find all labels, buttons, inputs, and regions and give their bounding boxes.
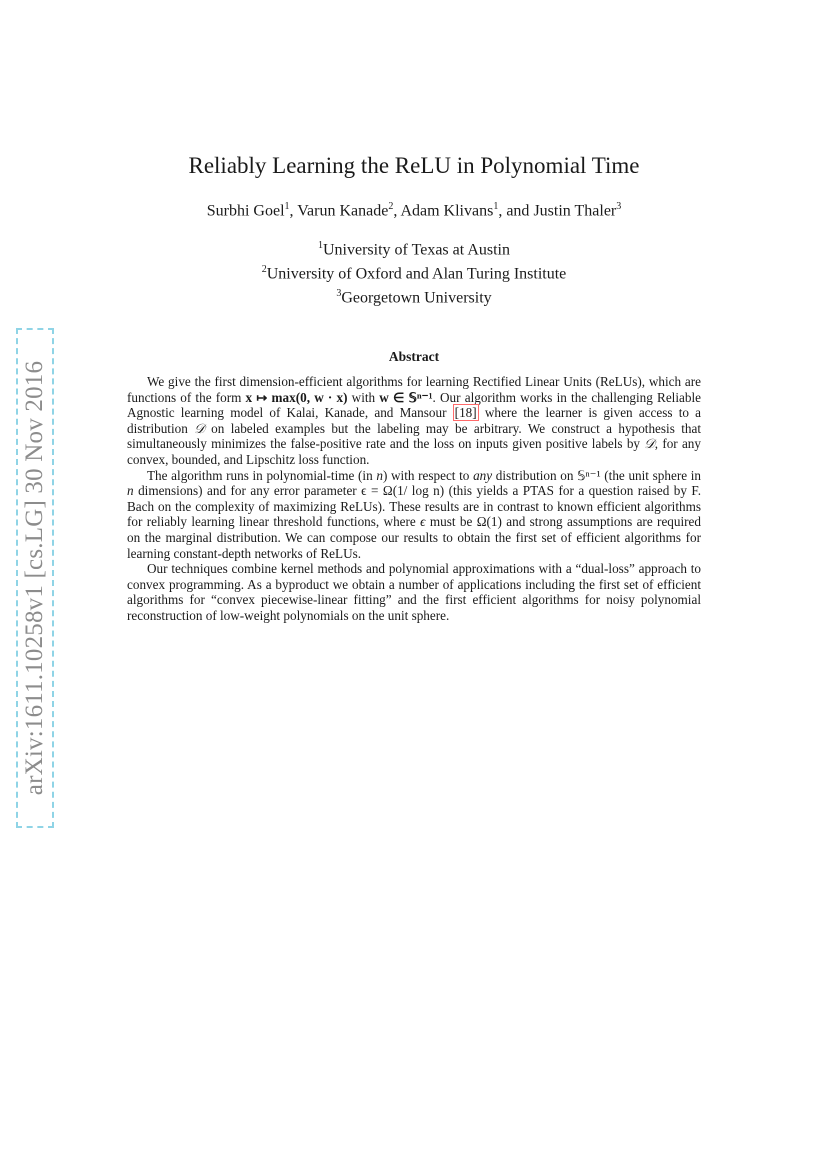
math-inline: ϵ = Ω(1/ log n) — [361, 483, 445, 499]
author-affiliation-mark: 1 — [493, 201, 499, 212]
text-run: (this yields a PTAS for a question raised by F. Bach on the complexity of maximizing ReLUs). These results are in contrast to known efficient algorithms for reliably learning linear threshold functions, where — [127, 483, 701, 530]
text-run: The algorithm runs in polynomial-time (in — [147, 467, 377, 483]
math-inline: n — [127, 483, 134, 499]
author-affiliation-mark: 1 — [284, 201, 290, 212]
math-inline: x ↦ max(0, w · x) — [245, 389, 348, 405]
affiliation-number: 1 — [317, 240, 323, 251]
text-run: distribution on — [492, 467, 578, 483]
text-run: with — [347, 389, 380, 405]
affiliation — [0, 236, 828, 260]
author-name: Adam Klivans — [400, 202, 494, 220]
author-name: Surbhi Goel — [206, 202, 285, 220]
abstract-paragraph: Our techniques combine kernel methods and polynomial approximations with a “dual-loss” approach to convex programming. As a byproduct we obtain a number of applications including the first set of efficient algorithms for “convex piecewise-linear fitting” and the first efficient algorithms for noisy polynomial reconstruction of low-weight polynomials on the unit sphere. — [127, 561, 701, 623]
emphasis: any — [473, 467, 493, 483]
text-run: must be — [425, 514, 477, 530]
math-inline: w ∈ 𝕊ⁿ⁻¹ — [379, 389, 433, 405]
abstract-paragraph — [127, 468, 701, 562]
abstract-heading: Abstract — [388, 349, 440, 364]
author-affiliation-mark: 2 — [388, 201, 394, 212]
math-inline: n — [376, 467, 383, 483]
affiliation — [0, 284, 828, 308]
math-inline: Ω(1) — [476, 514, 502, 530]
text-run: We give the first dimension-efficient algorithms for learning Rectified Linear Units (ReLUs), which are functions of the form — [127, 374, 701, 405]
author-separator: , and — [498, 202, 534, 220]
math-inline: 𝒟 — [644, 436, 655, 452]
abstract-paragraph — [127, 374, 701, 468]
affiliation — [0, 260, 828, 284]
text-run: where the learner is given access to a distribution — [127, 405, 702, 436]
author-list — [0, 201, 828, 220]
affiliation-number: 2 — [261, 263, 267, 275]
author-name: Varun Kanade — [297, 202, 389, 220]
text-run: (the unit sphere in — [600, 467, 701, 483]
author-affiliation-mark: 3 — [616, 201, 622, 212]
author-separator: , — [393, 202, 401, 220]
math-inline: 𝒟 — [194, 420, 205, 436]
affiliation-name: Georgetown University — [341, 288, 492, 306]
math-inline: 𝕊ⁿ⁻¹ — [577, 467, 601, 483]
affiliation-name: University of Oxford and Alan Turing Institute — [266, 265, 567, 283]
text-run: , for any convex, bounded, and Lipschitz loss function. — [127, 436, 701, 467]
affiliation-list — [0, 236, 828, 307]
abstract-body — [127, 374, 701, 624]
text-run: dimensions) and for any error parameter — [133, 483, 362, 499]
paper-title: Reliably Learning the ReLU in Polynomial Time — [188, 153, 640, 178]
arxiv-stamp-text: arXiv:1611.10258v1 [cs.LG] 30 Nov 2016 — [21, 360, 48, 796]
text-run: . Our algorithm works in the challenging Reliable Agnostic learning model of Kalai, Kanade, and Mansour — [127, 389, 701, 421]
arxiv-stamp — [16, 328, 54, 828]
author-separator: , — [289, 202, 298, 220]
text-run: and strong assumptions are required on the marginal distribution. We can compose our results to obtain the first set of efficient algorithms for learning constant-depth networks of ReLUs. — [127, 514, 701, 561]
text-run: on labeled examples but the labeling may be arbitrary. We construct a hypothesis that simultaneously minimizes the false-positive rate and the loss on inputs given positive labels by — [127, 420, 701, 452]
affiliation-number: 3 — [336, 287, 342, 299]
math-inline: ϵ — [420, 514, 426, 530]
text-run: ) with respect to — [382, 467, 474, 483]
citation-link[interactable]: [18] — [454, 405, 477, 421]
author-name: Justin Thaler — [533, 202, 617, 220]
affiliation-name: University of Texas at Austin — [322, 241, 510, 259]
